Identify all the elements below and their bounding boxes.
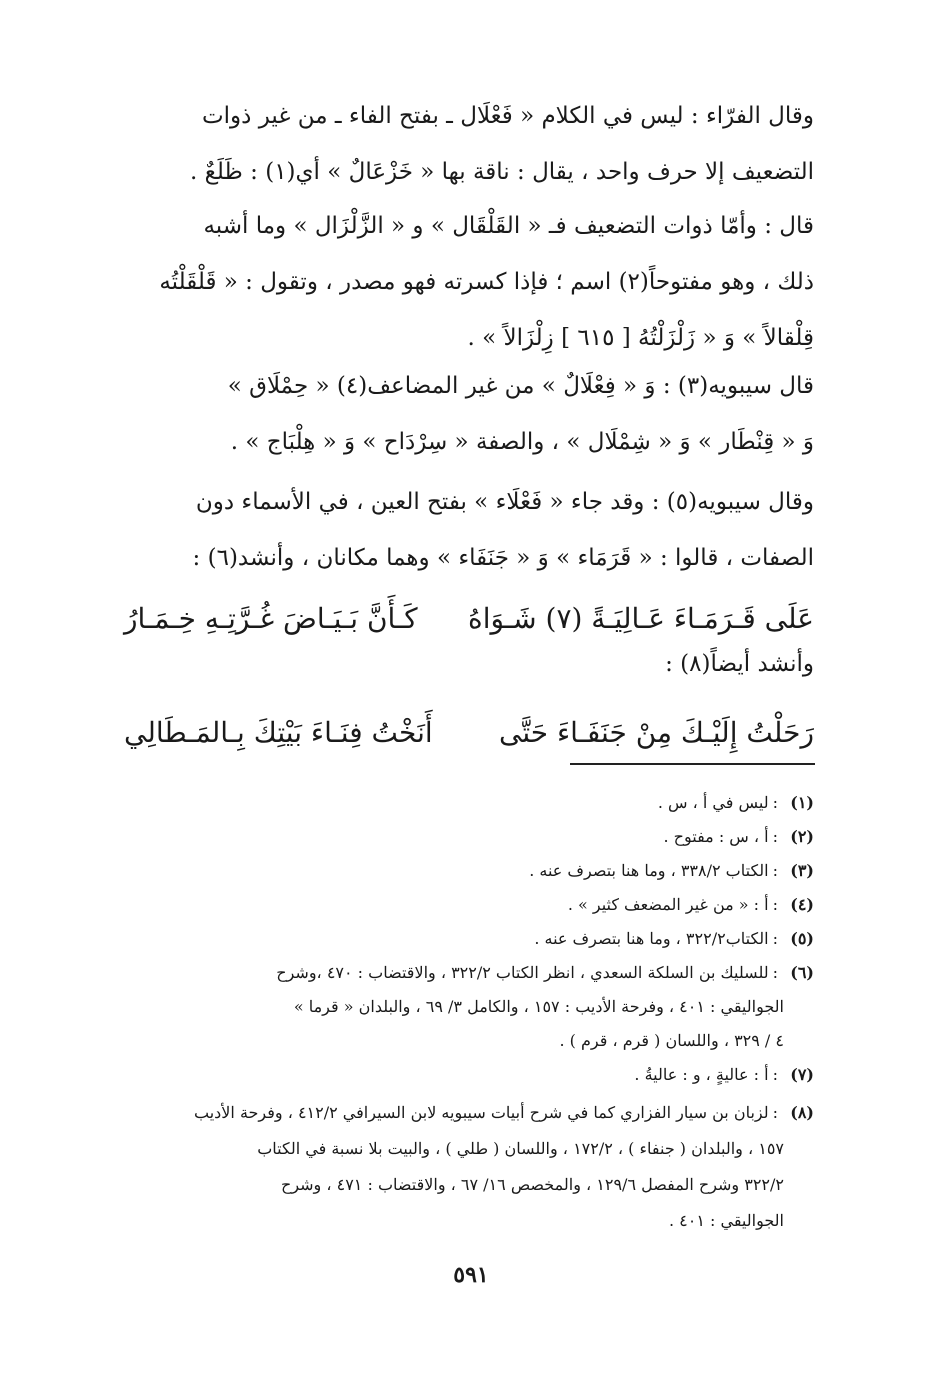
footnote-text: أ ، س : مفتوح . [663, 827, 769, 846]
text-line: قِلْقالاً » وَ « زَلْزَلْتُهُ [ ٦١٥ ] زِلْزَالاً » . [467, 325, 814, 351]
footnote-number: (٥) [790, 929, 814, 948]
footnote-2: (٢):أ ، س : مفتوح . [124, 820, 814, 854]
text-line: وَ « قِنْطَار » وَ « شِمْلَال » ، والصفة « سِرْدَاح » وَ « هِلْبَاج » . [230, 429, 814, 455]
paragraph-sibawayh-2 [124, 474, 814, 586]
verse-intro [124, 636, 814, 692]
verse-second-hemistich: كَـأَنَّ بَـيَـاضَ غُـرَّتِـهِ خِـمَـارُ [124, 601, 418, 635]
text-line: التضعيف إلا حرف واحد ، يقال : ناقة بها « خَزْعَالٌ » أي(١) : ظَلَعٌ . [190, 159, 814, 185]
footnote-text: أ : عاليةٍ ، و : عاليةُ . [634, 1065, 769, 1084]
footnote-number: (٨) [790, 1103, 814, 1122]
footnote-5: (٥):الكتاب٣٢٢/٢ ، وما هنا بتصرف عنه . [124, 922, 814, 956]
footnote-3: (٣):الكتاب ٣٣٨/٢ ، وما هنا بتصرف عنه . [124, 854, 814, 888]
text-line: ذلك ، وهو مفتوحاً(٢) اسم ؛ فإذا كسرته فهو مصدر ، وتقول : « قَلْقَلْتُه [159, 269, 814, 295]
footnote-number: (٢) [790, 827, 814, 846]
footnote-number: (١) [790, 793, 814, 812]
footnote-1: (١):ليس في أ ، س . [124, 786, 814, 820]
paragraph-doubled-forms [124, 198, 814, 366]
footnote-8: (٨):لزبان بن سيار الفزاري كما في شرح أبيات سيبويه لابن السيرافي ٤١٢/٢ ، وفرحة الأديب [124, 1096, 814, 1130]
footnote-text: لزبان بن سيار الفزاري كما في شرح أبيات سيبويه لابن السيرافي ٤١٢/٢ ، وفرحة الأديب [194, 1103, 769, 1122]
footnote-text: أ : « من غير المضعف كثير » . [567, 895, 769, 914]
footnote-8-continued: ٣٢٢/٢ وشرح المفصل ١٢٩/٦ ، والمخصص ١٦/ ٦٧ ، والاقتضاب : ٤٧١ ، وشرح [280, 1175, 784, 1194]
paragraph-farra [124, 88, 814, 200]
page-number: ٥٩١ [453, 1262, 489, 1288]
footnote-6: (٦):للسليك بن السلكة السعدي ، انظر الكتاب ٣٢٢/٢ ، والاقتضاب : ٤٧٠ ،وشرح [124, 956, 814, 990]
footnote-text: للسليك بن السلكة السعدي ، انظر الكتاب ٣٢٢/٢ ، والاقتضاب : ٤٧٠ ،وشرح [276, 963, 769, 982]
text-line: قال سيبويه(٣) : وَ « فِعْلَالٌ » من غير المضاعف(٤) « حِمْلَاق » [227, 373, 814, 399]
footnote-4: (٤):أ : « من غير المضعف كثير » . [124, 888, 814, 922]
footnote-text: الكتاب٣٢٢/٢ ، وما هنا بتصرف عنه . [534, 929, 769, 948]
text-line: قال : وأمّا ذوات التضعيف فـ « القَلْقَال » و « الزَّلْزَال » وما أشبه [203, 213, 814, 239]
footnote-text: ليس في أ ، س . [657, 793, 769, 812]
footnote-number: (٤) [790, 895, 814, 914]
footnote-6-continued: الجواليقي : ٤٠١ ، وفرحة الأديب : ١٥٧ ، والكامل ٣/ ٦٩ ، والبلدان « قرما » [293, 997, 784, 1016]
footnote-7: (٧):أ : عاليةٍ ، و : عاليةُ . [124, 1058, 814, 1092]
footnote-number: (٣) [790, 861, 814, 880]
verse-first-hemistich: عَلَى قَـرَمَـاءَ عَـالِيَـةً (٧) شَـوَاهُ [468, 601, 814, 635]
poetry-verse-2 [124, 702, 814, 762]
text-line: وأنشد أيضاً(٨) : [665, 651, 814, 677]
footnote-number: (٦) [790, 963, 814, 982]
text-line: وقال سيبويه(٥) : وقد جاء « فَعْلَاء » بفتح العين ، في الأسماء دون [195, 489, 814, 515]
footnote-6-continued: ٤ / ٣٢٩ ، واللسان ( قرم ، قرم ) . [559, 1031, 784, 1050]
text-line: الصفات ، قالوا : « قَرَمَاء » وَ « جَنَفَاء » وهما مكانان ، وأنشد(٦) : [192, 545, 814, 571]
footnote-8-continued: الجواليقي : ٤٠١ . [668, 1211, 784, 1230]
footnote-8-continued: ١٥٧ ، والبلدان ( جنفاء ) ، ١٧٢/٢ ، واللسان ( طلي ) ، والبيت بلا نسبة في الكتاب [257, 1139, 784, 1158]
footnote-text: الكتاب ٣٣٨/٢ ، وما هنا بتصرف عنه . [529, 861, 769, 880]
verse-first-hemistich: رَحَلْتُ إِلَيْـكَ مِنْ جَنَفَـاءَ حَتَّى [499, 715, 814, 749]
text-line: وقال الفرّاء : ليس في الكلام « فَعْلَال ـ بفتح الفاء ـ من غير ذوات [202, 103, 814, 129]
footnote-number: (٧) [790, 1065, 814, 1084]
paragraph-sibawayh-1 [124, 358, 814, 470]
verse-second-hemistich: أَنَخْتُ فِنَـاءَ بَيْتِكَ بِـالمَـطَالِي [124, 715, 433, 749]
footnote-separator [570, 763, 815, 765]
